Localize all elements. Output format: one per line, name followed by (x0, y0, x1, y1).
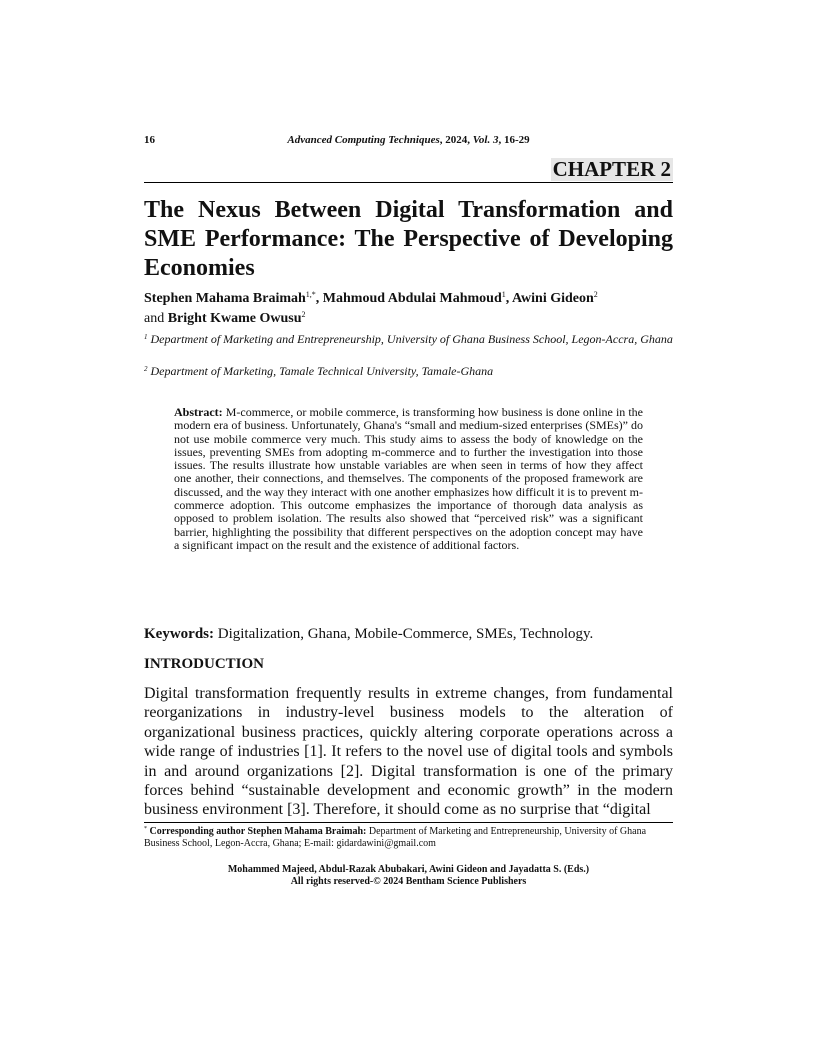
abstract (174, 406, 643, 552)
author-affil-mark: 2 (593, 290, 598, 299)
author-affil-mark: 1,* (305, 290, 316, 299)
footnote-mark: * (144, 826, 147, 832)
affiliation-mark: 2 (144, 365, 148, 373)
publisher-block (144, 864, 673, 888)
author-affil-mark: 1 (501, 290, 506, 299)
author-name: Bright Kwame Owusu (167, 311, 302, 326)
authors-and: and (144, 311, 165, 326)
author-affil-mark: 2 (301, 310, 306, 319)
affiliation-2 (144, 363, 673, 379)
journal-volume: Vol. 3 (472, 134, 499, 146)
affiliation-text: Department of Marketing, Tamale Technical University, Tamale-Ghana (150, 364, 494, 378)
journal-pages: , 16-29 (498, 134, 530, 146)
author-name: Mahmoud Abdulai Mahmoud (322, 291, 502, 306)
keywords-label: Keywords: (144, 626, 214, 642)
author-separator: , (505, 291, 512, 306)
body-paragraph: Digital transformation frequently results in extreme changes, from fundamental reorganizations in industry-level business models to the alteration of organizational business practices, quickly altering corporate operations across a wide range of industries [1]. It refers to the novel use of digital tools and symbols in and around organizations [2]. Digital transformation is one of the primary forces behind “sustainable development and economic growth” in the modern business environment [3]. Therefore, it should come as no surprise that “digital (144, 685, 673, 819)
author-name: Stephen Mahama Braimah (144, 291, 306, 306)
footnote (144, 826, 673, 850)
affiliation-1 (144, 331, 673, 347)
abstract-text: M-commerce, or mobile commerce, is transforming how business is done online in the modern era of business. Unfortunately, Ghana's “small and medium-sized enterprises (SMEs)” do not use mobile commerce very much. This study aims to assess the body of knowledge on the issues, preventing SMEs from adopting m-commerce and to further the investigation into those issues. The results illustrate how unstable variables are when seen in terms of how they affect one another, their connections, and themselves. The components of the proposed framework are discussed, and the way they interact with one another emphasizes how difficult it is to prevent m-commerce adoption. This outcome emphasizes the importance of thorough data analysis as opposed to problem isolation. The results also showed that “perceived risk” was a significant barrier, highlighting the possibility that different perspectives on the adoption concept may have a significant impact on the result and the existence of additional factors. (174, 405, 643, 552)
author-name: Awini Gideon (511, 291, 594, 306)
paper-title: The Nexus Between Digital Transformation and SME Performance: The Perspective of Developing Economies (144, 197, 673, 281)
section-heading-introduction: INTRODUCTION (144, 656, 265, 672)
affiliation-text: Department of Marketing and Entrepreneurship, University of Ghana Business School, Legon-Accra, Ghana (150, 332, 673, 346)
keywords (144, 624, 673, 644)
journal-title: Advanced Computing Techniques (287, 134, 440, 146)
author-separator: , (315, 291, 323, 306)
chapter-label: CHAPTER 2 (552, 157, 671, 181)
footnote-text: Department of Marketing and Entrepreneurship, University of Ghana Business School, Legon-Accra, Ghana; E-mail: gidardawini@gmail.com (144, 826, 647, 849)
journal-year: , 2024, (439, 134, 473, 146)
author-list (144, 289, 673, 329)
editors-line: Mohammed Majeed, Abdul-Razak Abubakari, Awini Gideon and Jayadatta S. (Eds.) (227, 864, 590, 875)
affiliation-mark: 1 (144, 333, 148, 341)
page-number: 16 (144, 134, 155, 146)
footnote-divider (144, 822, 673, 823)
chapter-divider (144, 182, 673, 183)
abstract-label: Abstract: (174, 405, 223, 419)
journal-citation (144, 134, 673, 146)
keywords-text: Digitalization, Ghana, Mobile-Commerce, SMEs, Technology. (217, 626, 594, 642)
rights-line: All rights reserved-© 2024 Bentham Science Publishers (290, 876, 527, 887)
footnote-label: Corresponding author Stephen Mahama Braimah: (149, 826, 367, 837)
